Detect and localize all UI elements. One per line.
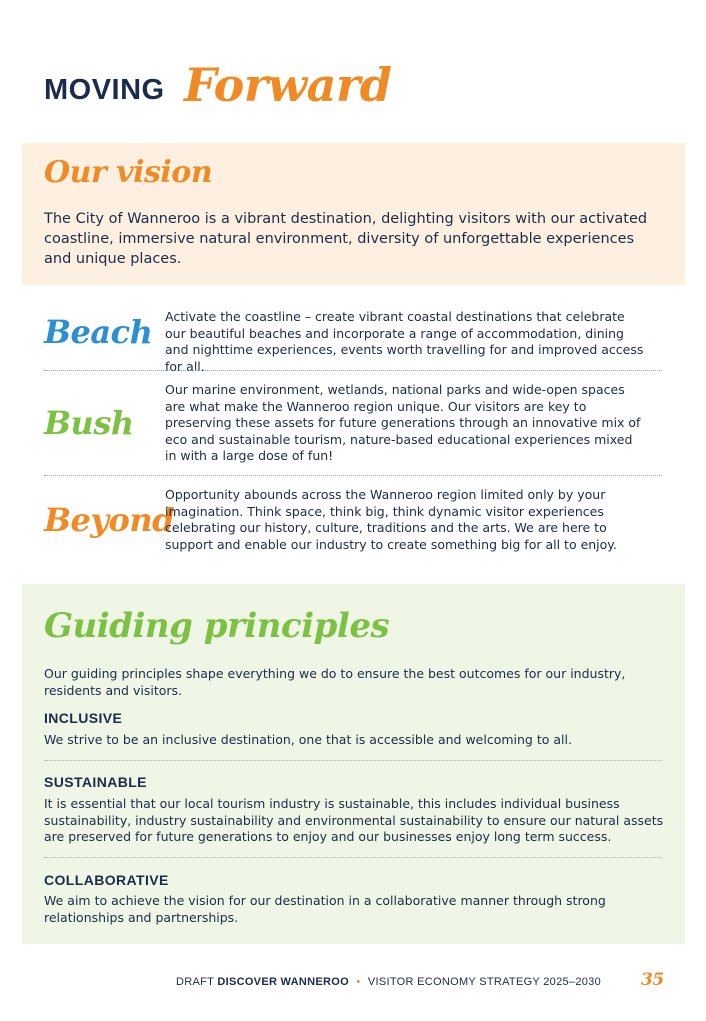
vision-panel [22,143,685,285]
guiding-principles-panel [22,584,685,944]
footer-document-title: VISITOR ECONOMY STRATEGY 2025–2030 [367,976,601,988]
page-number: 35 [641,970,664,990]
principle-divider [44,857,662,858]
footer-separator: • [356,976,361,988]
page-footer [0,976,601,988]
vision-statement: The City of Wanneroo is a vibrant destination, delighting visitors with our activated coastline, immersive natural environment, diversity of unforgettable experiences and unique places. [44,211,648,267]
pillar-bush [44,378,664,470]
pillar-text-beyond: Opportunity abounds across the Wanneroo region limited only by your imagination. Think space, think big, think dynamic visitor experiences celebrating our history, culture, traditions and the arts. We are here to support and enable our industry to create something big for all to enjoy. [165,487,617,552]
pillar-beach [44,305,664,374]
pillar-text-bush: Our marine environment, wetlands, national parks and wide-open spaces are what make the Wanneroo region unique. Our visitors are key to preserving these assets for future generations through an innovative mix of eco and sustainable tourism, nature-based educational experiences mixed in with a large dose of fun! [165,382,641,463]
principle-title-inclusive: INCLUSIVE [44,710,123,726]
pillar-divider [44,370,662,371]
guiding-heading: Guiding principles [44,606,390,646]
pillar-label-beach: Beach [44,313,153,351]
principle-title-collaborative: COLLABORATIVE [44,872,169,888]
principle-title-sustainable: SUSTAINABLE [44,774,147,790]
footer-brand: DISCOVER WANNEROO [217,976,349,988]
principle-divider [44,760,662,761]
principle-text-inclusive: We strive to be an inclusive destination, one that is accessible and welcoming to all. [44,732,572,747]
principle-text-collaborative: We aim to achieve the vision for our destination in a collaborative manner through strong relationships and partnerships. [44,893,606,925]
guiding-intro: Our guiding principles shape everything we do to ensure the best outcomes for our industry, residents and visitors. [44,666,626,698]
principle-text-sustainable: It is essential that our local tourism industry is sustainable, this includes individual business sustainability, industry sustainability and environmental sustainability to ensure our natural assets are preserved for future generations to enjoy and our businesses enjoy long term success. [44,796,664,844]
pillar-divider [44,475,662,476]
pillar-beyond [44,483,664,563]
pillar-label-beyond: Beyond [44,501,174,539]
pillar-text-beach: Activate the coastline – create vibrant coastal destinations that celebrate our beautiful beaches and incorporate a range of accommodation, dining and nighttime experiences, events worth travelling for and improved access for all. [165,309,644,374]
page-title [44,58,664,128]
vision-heading: Our vision [44,155,213,190]
pillar-label-bush: Bush [44,404,134,442]
page-title-main: MOVING [44,74,165,106]
page-title-script: Forward [184,58,392,112]
footer-draft: DRAFT [176,976,214,988]
